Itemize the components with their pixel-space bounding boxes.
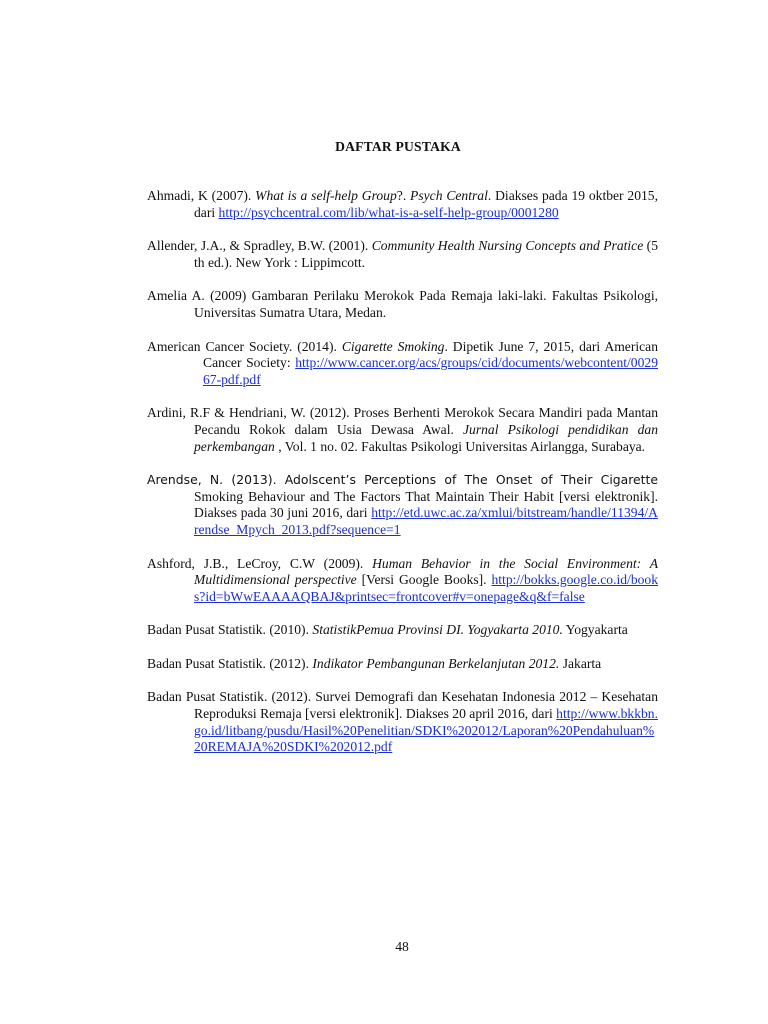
reference-entry xyxy=(147,689,658,755)
reference-text: Ahmadi, K (2007). xyxy=(147,188,256,203)
reference-url-link[interactable]: http://bokks.google.co.id/books?id=bWwEAAAAQBAJ&printsec=frontcover#v=onepage&q&f=false xyxy=(194,572,659,604)
reference-text: ?. xyxy=(396,188,411,203)
reference-title-italic: Psych Central xyxy=(410,188,488,203)
reference-text: Amelia A. (2009) Gambaran Perilaku Merokok Pada Remaja laki-laki. Fakultas Psikologi, Universitas Sumatra Utara, Medan. xyxy=(147,288,658,320)
reference-text: Badan Pusat Statistik. (2012). Survei Demografi dan Kesehatan Indonesia 2012 – Kesehatan Reproduksi Remaja [versi elektronik]. Diakses 20 april 2016, dari xyxy=(147,689,658,722)
reference-text: . Diakses pada 19 oktber 2015, dari xyxy=(194,188,658,220)
reference-entry xyxy=(147,556,658,606)
reference-list xyxy=(147,188,658,773)
reference-text: Yogyakarta xyxy=(562,622,628,638)
reference-text: Badan Pusat Statistik. (2010). xyxy=(147,622,313,638)
reference-text: Allender, J.A., & Spradley, B.W. (2001). xyxy=(147,238,372,254)
reference-text: Smoking Behaviour and The Factors That Maintain Their Habit [versi elektronik]. Diakses pada 30 juni 2016, dari xyxy=(194,488,658,521)
reference-text: Badan Pusat Statistik. (2012). xyxy=(147,655,313,671)
reference-title-italic: What is a self-help Group xyxy=(255,188,397,203)
reference-entry xyxy=(147,622,658,639)
reference-text: , Vol. 1 no. 02. Fakultas Psikologi Universitas Airlangga, Surabaya. xyxy=(274,438,646,454)
reference-entry xyxy=(147,288,658,321)
reference-title-italic: Human Behavior in the Social Environment: A Multidimensional perspective xyxy=(194,555,658,588)
reference-title-italic: Cigarette Smoking xyxy=(341,338,445,354)
reference-text: . Dipetik June 7, 2015, dari American Cancer Society: xyxy=(203,338,658,371)
reference-text: Jakarta xyxy=(559,655,602,671)
reference-entry xyxy=(147,238,658,271)
reference-url-link[interactable]: http://www.cancer.org/acs/groups/cid/documents/webcontent/002967-pdf.pdf xyxy=(203,355,658,387)
reference-entry xyxy=(147,339,658,389)
reference-text: American Cancer Society. (2014). xyxy=(147,338,342,354)
reference-entry xyxy=(147,656,658,673)
reference-title-italic: Community Health Nursing Concepts and Pratice xyxy=(371,238,644,254)
page-title: DAFTAR PUSTAKA xyxy=(335,139,461,154)
reference-entry xyxy=(147,472,658,538)
reference-text: [Versi Google Books]. xyxy=(356,572,492,588)
reference-text: (5 th ed.). New York : Lippimcott. xyxy=(194,238,658,270)
reference-title-italic: Jurnal Psikologi pendidikan dan perkembangan xyxy=(194,421,658,454)
reference-entry xyxy=(147,188,658,221)
reference-url-link[interactable]: http://www.bkkbn.go.id/litbang/pusdu/Hasil%20Penelitian/SDKI%202012/Laporan%20Pendahuluan%20REMAJA%20SDKI%202012.pdf xyxy=(194,706,658,755)
page-number: 48 xyxy=(395,939,409,954)
reference-url-link[interactable]: http://psychcentral.com/lib/what-is-a-self-help-group/0001280 xyxy=(218,204,559,220)
reference-text: Ardini, R.F & Hendriani, W. (2012). Proses Berhenti Merokok Secara Mandiri pada Mantan Pecandu Rokok dalam Usia Dewasa Awal. xyxy=(147,405,658,437)
reference-url-link[interactable]: http://etd.uwc.ac.za/xmlui/bitstream/handle/11394/Arendse_Mpych_2013.pdf?sequence=1 xyxy=(194,505,658,537)
reference-title-italic: Indikator Pembangunan Berkelanjutan 2012. xyxy=(312,655,560,671)
reference-entry xyxy=(147,405,658,455)
reference-title-italic: StatistikPemua Provinsi DI. Yogyakarta 2010. xyxy=(312,622,563,638)
reference-text: Ashford, J.B., LeCroy, C.W (2009). xyxy=(147,555,373,571)
reference-text: Arendse, N. (2013). Adolscent’s Perceptions of The Onset of Their Cigarette xyxy=(147,472,658,488)
